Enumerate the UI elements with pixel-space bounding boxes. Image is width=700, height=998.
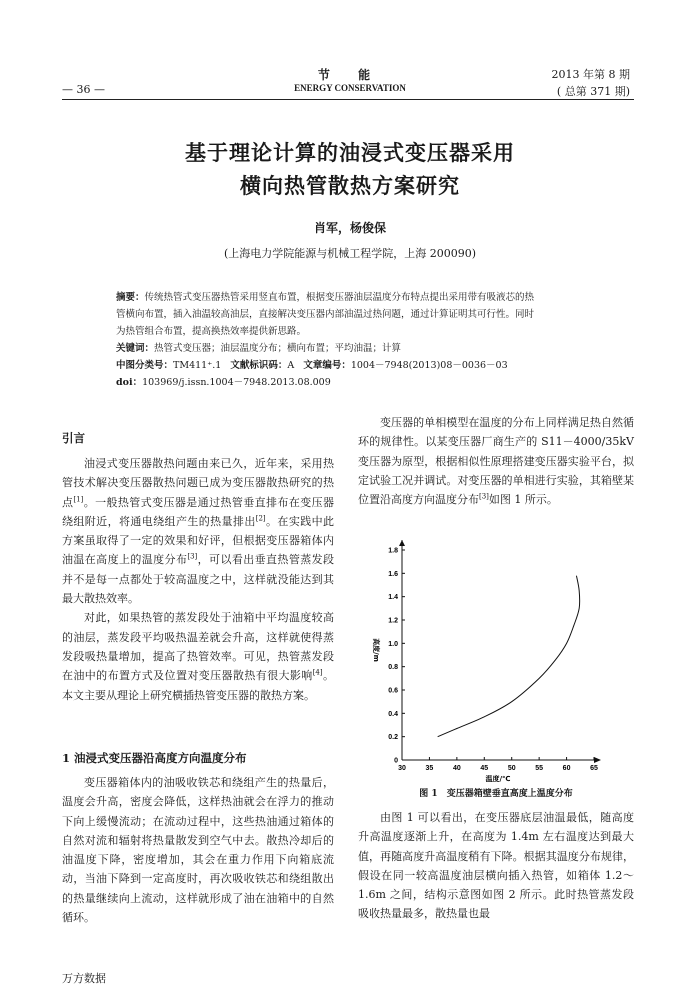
citation-3-right: [3] bbox=[479, 492, 489, 501]
citation-2: [2] bbox=[255, 514, 266, 523]
y-tick-label: 1.2 bbox=[388, 617, 398, 625]
abstract-label: 摘要： bbox=[116, 292, 145, 303]
abstract-line-3: 为热管组合布置，提高换热效率提供新思路。 bbox=[116, 326, 307, 337]
x-axis-arrow bbox=[594, 757, 601, 763]
y-tick-label: 1.8 bbox=[388, 547, 398, 555]
abstract-block bbox=[116, 289, 608, 391]
classification-line: 中图分类号：TM411⁺.1 文献标识码：A 文章编号：1004－7948(2013)08－0036－03 bbox=[116, 360, 508, 371]
figure-1-caption: 图 1 变压器箱壁垂直高度上温度分布 bbox=[419, 789, 573, 799]
right-column-bottom bbox=[358, 808, 634, 924]
paper-title-line-2: 横向热管散热方案研究 bbox=[240, 173, 460, 198]
paper-title-line-1: 基于理论计算的油浸式变压器采用 bbox=[185, 140, 515, 165]
abstract-line-2: 管横向布置，插入油温较高油层，直接解决变压器内部油温过热问题，通过计算证明其可行性。同时 bbox=[116, 309, 535, 320]
section-heading-intro: 引言 bbox=[62, 431, 85, 445]
y-axis-arrow bbox=[399, 540, 405, 546]
header-rule bbox=[62, 99, 634, 100]
x-tick-label: 35 bbox=[425, 765, 434, 772]
affiliation: (上海电力学院能源与机械工程学院，上海 200090) bbox=[223, 247, 477, 260]
y-axis-label: 高度/m bbox=[372, 638, 380, 662]
paragraph-right-1: 变压器的单相模型在温度的分布上同样满足热自然循环的规律性。以某变压器厂商生产的 S11－4000/35kV 变压器为原型，根据相似性原理搭建变压器实验平台，拟定试验工况并调试。对变压器的单相进行实验，其箱壁某位置沿高度方向温度分布[3]如图 1 所示。 bbox=[358, 416, 634, 507]
x-tick-label: 50 bbox=[507, 765, 516, 772]
x-tick-label: 55 bbox=[535, 765, 544, 772]
x-tick-label: 45 bbox=[480, 765, 489, 772]
paragraph-intro-1: 油浸式变压器散热问题由来已久，近年来，采用热管技术解决变压器散热问题已成为变压器散热研究的热点[1]。一般热管式变压器是通过热管垂直排布在变压器绕组附近，将通电绕组产生的热量排出[2]。在实践中此方案虽取得了一定的效果和好评，但根据变压器箱体内油温在高度上的温度分布[3]，可以看出垂直热管蒸发段并不是每一点都处于较高温度之中，这样就没能达到其最大散热效率。 bbox=[62, 457, 335, 606]
citation-4: [4] bbox=[312, 668, 323, 677]
section-heading-1: 1 油浸式变压器沿高度方向温度分布 bbox=[62, 751, 247, 765]
x-tick-label: 40 bbox=[452, 765, 461, 772]
footer-watermark: 万方数据 bbox=[62, 972, 106, 985]
authors: 肖军，杨俊保 bbox=[313, 221, 386, 235]
x-tick-label: 65 bbox=[590, 765, 598, 772]
y-tick-label: 0.2 bbox=[388, 734, 398, 742]
y-tick-label: 0 bbox=[394, 757, 398, 765]
page-number: — 36 — bbox=[62, 83, 105, 96]
keywords: 关键词：热管式变压器；油层温度分布；横向布置；平均油温；计算 bbox=[116, 343, 402, 354]
journal-name: 节 能 bbox=[317, 68, 383, 82]
abstract-line-1: 摘要：传统热管式变压器热管采用竖直布置，根据变压器油层温度分布特点提出采用带有吸液芯的热 bbox=[116, 292, 535, 303]
y-tick-label: 0.4 bbox=[388, 710, 398, 718]
right-column-top bbox=[358, 413, 634, 509]
x-tick-label: 60 bbox=[562, 765, 571, 772]
y-tick-label: 1.6 bbox=[388, 570, 398, 578]
paragraph-section-1: 变压器箱体内的油吸收铁芯和绕组产生的热量后，温度会升高，密度会降低，这样热油就会在浮力的推动下向上缓慢流动；在流动过程中，这些热油通过箱体的自然对流和辐射将热量散发到空气中去。散热冷却后的油温度下降，密度增加，其会在重力作用下向箱底流动，当油下降到一定高度时，再次吸收铁芯和绕组散出的热量继续向上流动，这样就形成了油在油箱中的自然循环。 bbox=[62, 776, 334, 925]
y-tick-label: 1.0 bbox=[388, 640, 398, 648]
issue-label: 2013 年第 8 期 bbox=[551, 68, 630, 81]
x-axis-label: 温度/℃ bbox=[485, 775, 511, 782]
x-tick-label: 30 bbox=[398, 765, 406, 772]
paragraph-right-2: 由图 1 可以看出，在变压器底层油温最低，随高度升高温度逐渐上升，在高度为 1.4m 左右温度达到最大值，再随高度升高温度稍有下降。根据其温度分布规律，假设在同一较高温度油层横向插入热管，如箱体 1.2～1.6m 之间，结构示意图如图 2 所示。此时热管蒸发段吸收热量最多，散热量也最 bbox=[358, 811, 634, 921]
figure-1-chart bbox=[358, 530, 634, 782]
citation-1: [1] bbox=[73, 494, 84, 503]
left-column-body bbox=[62, 454, 334, 705]
journal-name-en: ENERGY CONSERVATION bbox=[294, 83, 406, 93]
citation-3: [3] bbox=[187, 552, 198, 561]
y-tick-label: 1.4 bbox=[388, 594, 398, 602]
paragraph-intro-2: 对此，如果热管的蒸发段处于油箱中平均温度较高的油层，蒸发段平均吸热温差就会升高，这样就使得蒸发段吸热量增加，提高了热管效率。可见，热管蒸发段在油中的布置方式及位置对变压器散热有很大影响[4]。本文主要从理论上研究横插热管变压器的散热方案。 bbox=[62, 611, 335, 702]
left-column-section-1 bbox=[62, 773, 334, 927]
series-line bbox=[438, 576, 580, 737]
total-issue-label: ( 总第 371 期) bbox=[556, 85, 630, 98]
y-tick-label: 0.6 bbox=[388, 687, 398, 695]
doi: doi：103969/j.issn.1004－7948.2013.08.009 bbox=[116, 377, 331, 388]
y-tick-label: 0.8 bbox=[388, 664, 398, 672]
